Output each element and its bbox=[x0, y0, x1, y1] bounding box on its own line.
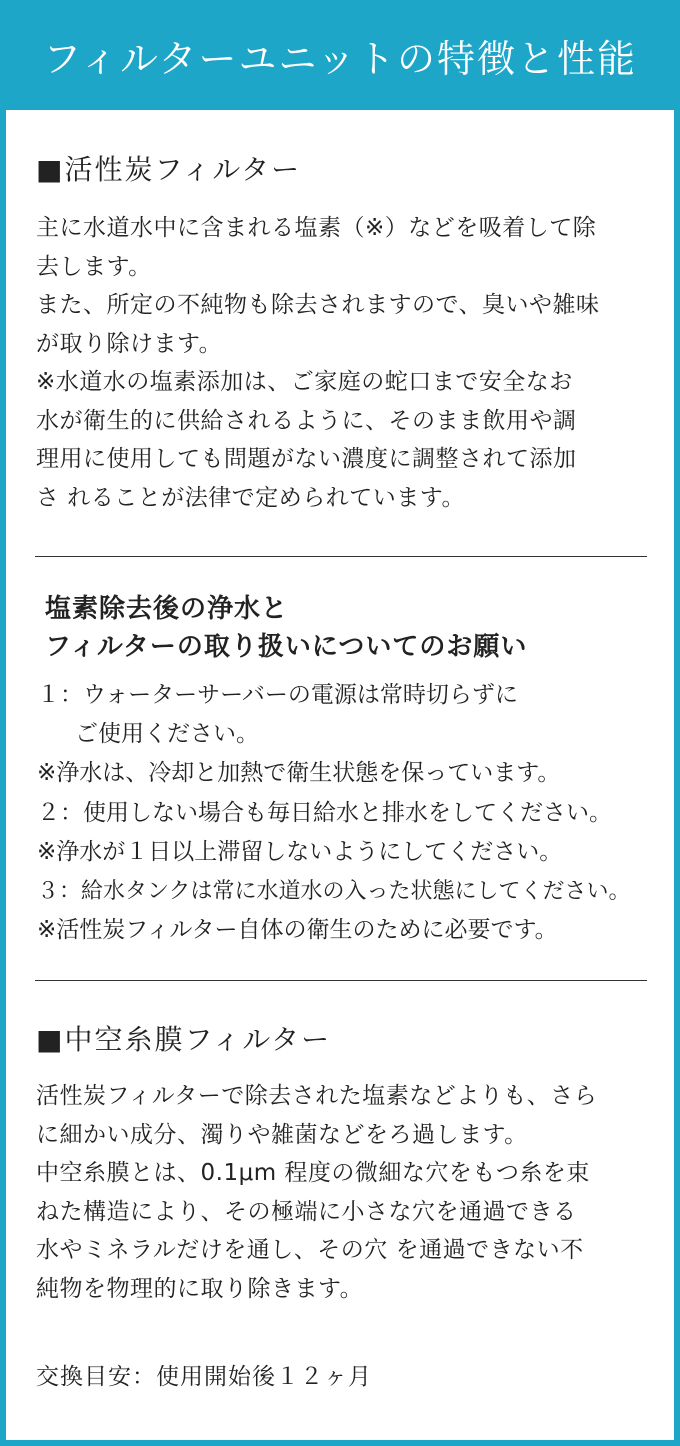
request-note: ※浄水が１日以上滞留しないようにしてください。 bbox=[37, 838, 563, 865]
carbon-filter-description bbox=[36, 209, 656, 517]
requests-list bbox=[37, 676, 667, 950]
request-note: ※浄水は、冷却と加熱で衛生状態を保っています。 bbox=[37, 760, 561, 787]
divider bbox=[35, 556, 647, 557]
page-title: フィルターユニットの特徴と性能 bbox=[43, 36, 637, 81]
header-banner bbox=[0, 0, 680, 110]
carbon-filter-line: 主に水道水中に含まれる塩素（※）などを吸着して除 bbox=[36, 215, 597, 241]
request-item: １：ウォーターサーバーの電源は常時切らずに bbox=[37, 682, 518, 708]
requests-title-line: 塩素除去後の浄水と bbox=[45, 594, 289, 624]
request-note: ※活性炭フィルター自体の衛生のために必要です。 bbox=[37, 917, 558, 944]
membrane-filter-line: ねた構造により、その極端に小さな穴を通過できる bbox=[36, 1198, 577, 1225]
membrane-filter-title: ■中空糸膜フィルター bbox=[36, 1023, 332, 1056]
carbon-filter-line: が取り除けます。 bbox=[36, 330, 223, 357]
membrane-filter-line: 活性炭フィルターで除去された塩素などよりも、さら bbox=[36, 1083, 598, 1109]
carbon-filter-line: また、所定の不純物も除去されますので、臭いや雑味 bbox=[36, 292, 600, 318]
carbon-filter-line: 水が衛生的に供給されるように、そのまま飲用や調 bbox=[36, 407, 577, 434]
request-item: ご使用ください。 bbox=[75, 721, 259, 748]
membrane-filter-line: 中空糸膜とは、0.1μm 程度の微細な穴をもつ糸を束 bbox=[36, 1160, 590, 1186]
membrane-filter-line: 水やミネラルだけを通し、その穴 を通過できない不 bbox=[36, 1237, 584, 1263]
divider bbox=[35, 980, 647, 981]
requests-title bbox=[45, 590, 527, 666]
carbon-filter-line: 去します。 bbox=[36, 253, 152, 280]
request-item: ３：給水タンクは常に水道水の入った状態にしてください。 bbox=[37, 879, 631, 905]
requests-title-line: フィルターの取り扱いについてのお願い bbox=[45, 632, 528, 662]
carbon-filter-line: 理用に使用しても問題がない濃度に調整されて添加 bbox=[36, 446, 577, 472]
request-item: ２：使用しない場合も毎日給水と排水をしてください。 bbox=[37, 799, 612, 826]
membrane-filter-line: に細かい成分、濁りや雑菌などをろ過します。 bbox=[36, 1121, 528, 1148]
replacement-guideline: 交換目安：使用開始後１２ヶ月 bbox=[36, 1364, 372, 1390]
membrane-filter-description bbox=[36, 1077, 656, 1308]
carbon-filter-line: ※水道水の塩素添加は、ご家庭の蛇口まで安全なお bbox=[36, 369, 573, 395]
carbon-filter-line: さ れることが法律で定められています。 bbox=[36, 484, 465, 511]
membrane-filter-line: 純物を物理的に取り除きます。 bbox=[36, 1275, 364, 1302]
carbon-filter-title: ■活性炭フィルター bbox=[36, 153, 302, 186]
